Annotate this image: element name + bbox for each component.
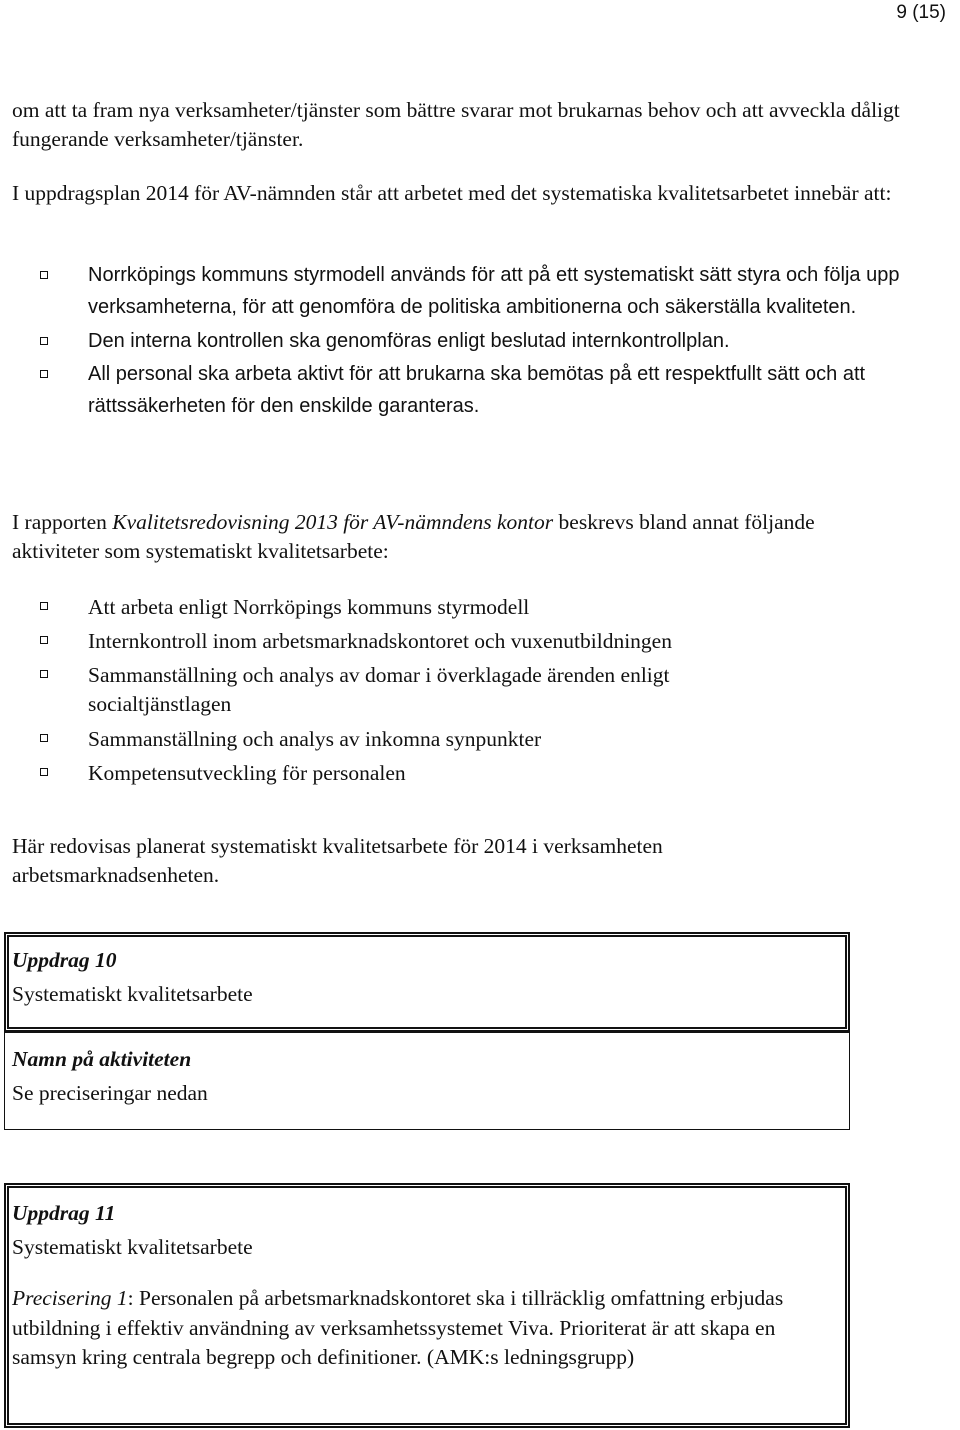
precision-paragraph xyxy=(12,1284,842,1373)
activity-value: Se preciseringar nedan xyxy=(12,1081,208,1105)
list-item: Den interna kontrollen ska genomföras enligt beslutad internkontrollplan. xyxy=(0,325,960,357)
uppdrag-10-activity-cell xyxy=(4,1036,850,1116)
page-number: 9 (15) xyxy=(896,2,946,23)
list-item: Internkontroll inom arbetsmarknadskontoret och vuxenutbildningen xyxy=(0,624,960,658)
paragraph-summary: Här redovisas planerat systematiskt kvalitetsarbete för 2014 i verksamheten arbetsmarknadsenheten. xyxy=(12,834,663,887)
checkbox-bullet-icon xyxy=(40,337,48,345)
activity-label: Namn på aktiviteten xyxy=(12,1047,192,1071)
paragraph-intro: om att ta fram nya verksamheter/tjänster som bättre svarar mot brukarnas behov och att avveckla dåligt fungerande verksamheter/tjänster. xyxy=(12,98,900,151)
report-text-before: I rapporten xyxy=(12,510,113,534)
checkbox-bullet-icon xyxy=(40,768,48,776)
checkbox-bullet-icon xyxy=(40,602,48,610)
checkbox-bullet-icon xyxy=(40,670,48,678)
list-item: Sammanställning och analys av inkomna synpunkter xyxy=(0,722,960,756)
list-item: Sammanställning och analys av domar i överklagade ärenden enligt socialtjänstlagen xyxy=(0,658,960,722)
bullet-list-activities xyxy=(0,590,960,790)
bullet-list-quality-work xyxy=(0,259,960,422)
list-item: Norrköpings kommuns styrmodell används för att på ett systematiskt sätt styra och följa upp verksamheterna, för att genomföra de politiska ambitionerna och säkerställa kvaliteten. xyxy=(0,259,960,323)
checkbox-bullet-icon xyxy=(40,636,48,644)
precision-label: Precisering 1 xyxy=(12,1286,128,1310)
uppdrag-11-heading: Uppdrag 11 xyxy=(12,1201,116,1225)
precision-text: : Personalen på arbetsmarknadskontoret ska i tillräcklig omfattning erbjudas utbildning i effektiv användning av verksamhetssystemet Viva. Prioriterat är att skapa en samsyn kring centrala begrepp och definitioner. (AMK:s ledningsgrupp) xyxy=(12,1286,784,1369)
uppdrag-11-subheading: Systematiskt kvalitetsarbete xyxy=(12,1235,253,1259)
uppdrag-10-subheading: Systematiskt kvalitetsarbete xyxy=(12,982,253,1006)
checkbox-bullet-icon xyxy=(40,734,48,742)
paragraph-uppdragsplan: I uppdragsplan 2014 för AV-nämnden står att arbetet med det systematiska kvalitetsarbetet innebär att: xyxy=(12,181,892,205)
uppdrag-11-cell xyxy=(4,1190,850,1379)
list-item: Att arbeta enligt Norrköpings kommuns styrmodell xyxy=(0,590,960,624)
checkbox-bullet-icon xyxy=(40,271,48,279)
list-item: All personal ska arbeta aktivt för att brukarna ska bemötas på ett respektfullt sätt och att rättssäkerheten för den enskilde garanteras. xyxy=(0,358,960,422)
list-item: Kompetensutveckling för personalen xyxy=(0,756,960,790)
checkbox-bullet-icon xyxy=(40,370,48,378)
report-text-after: beskrevs bland annat följande aktiviteter som systematiskt kvalitetsarbete: xyxy=(12,510,815,563)
uppdrag-10-heading: Uppdrag 10 xyxy=(12,948,117,972)
uppdrag-10-header-cell xyxy=(4,937,850,1017)
report-title: Kvalitetsredovisning 2013 för AV-nämndens kontor xyxy=(112,510,554,534)
paragraph-report xyxy=(12,508,822,566)
